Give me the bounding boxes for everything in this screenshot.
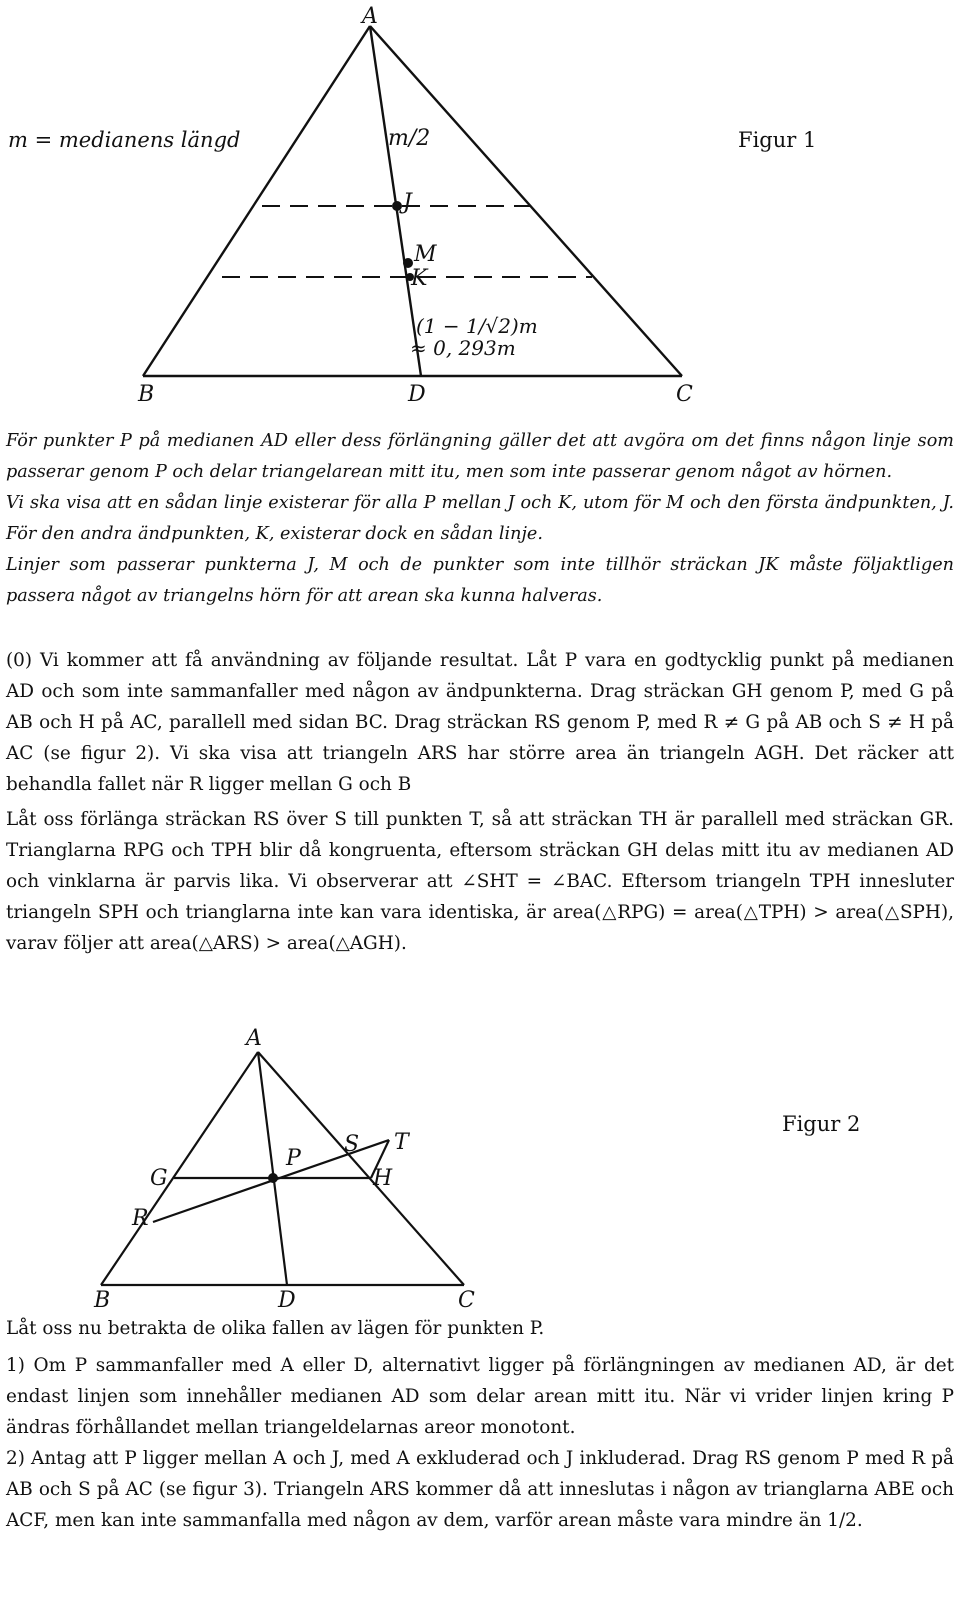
- fig2-median-ad: [258, 1052, 287, 1285]
- intro-italic-text: [6, 426, 954, 612]
- figure-1-diagram: [0, 0, 960, 430]
- point-j: [392, 201, 402, 211]
- fig1-label-dist2: ≈ 0, 293m: [410, 336, 516, 360]
- intro-paragraph-1: För punkter P på medianen AD eller dess förlängning gäller det att avgöra om det finns någon linje som passerar genom P och delar triangelarean mitt itu, men som inte passerar genom något av hörnen.: [6, 431, 954, 482]
- fig2-label-h: H: [373, 1166, 393, 1191]
- fig2-caption: Figur 2: [782, 1112, 861, 1136]
- fig1-label-b: B: [138, 382, 155, 407]
- fig2-point-p: [268, 1173, 278, 1183]
- fig1-label-half-m: m/2: [388, 126, 431, 151]
- lemma-paragraph-1: (0) Vi kommer att få användning av följande resultat. Låt P vara en godtycklig punkt på medianen AD och som inte sammanfaller med någon av ändpunkterna. Drag sträckan GH genom P, med G på AB och H på AC, parallell med sidan BC. Drag sträckan RS genom P, med R ≠ G på AB och S ≠ H på AC (se figur 2). Vi ska visa att triangeln ARS har större area än triangeln AGH. Det räcker att behandla fallet när R ligger mellan G och B: [6, 650, 954, 795]
- fig2-label-d: D: [278, 1288, 296, 1313]
- fig1-label-dist1: (1 − 1/√2)m: [416, 314, 538, 338]
- fig2-label-b: B: [94, 1288, 111, 1313]
- fig2-label-r: R: [132, 1206, 149, 1231]
- fig2-side-ab: [101, 1052, 258, 1285]
- fig2-label-c: C: [458, 1288, 475, 1313]
- fig2-label-g: G: [150, 1166, 168, 1191]
- cases-paragraph-2: 2) Antag att P ligger mellan A och J, med A exkluderad och J inkluderad. Drag RS genom P med R på AB och S på AC (se figur 3). Triangeln ARS kommer då att inneslutas i någon av trianglarna ABE och ACF, men kan inte sammanfalla med någon av dem, varför arean måste vara mindre än 1/2.: [6, 1448, 954, 1531]
- fig1-label-k: K: [411, 266, 428, 291]
- fig1-label-d: D: [408, 382, 426, 407]
- fig1-legend: m = medianens längd: [8, 128, 241, 152]
- fig1-label-c: C: [676, 382, 693, 407]
- fig1-label-j: J: [403, 190, 412, 215]
- fig2-label-p: P: [286, 1146, 301, 1171]
- intro-paragraph-2: Vi ska visa att en sådan linje existerar för alla P mellan J och K, utom för M och den första ändpunkten, J. För den andra ändpunkten, K, existerar dock en sådan linje.: [6, 493, 954, 544]
- cases-paragraph-intro: Låt oss nu betrakta de olika fallen av lägen för punkten P.: [6, 1318, 545, 1339]
- side-ab: [143, 26, 370, 376]
- lemma-text: [6, 645, 954, 959]
- cases-paragraph-1: 1) Om P sammanfaller med A eller D, alternativt ligger på förlängningen av medianen AD, är det endast linjen som innehåller medianen AD som delar arean mitt itu. När vi vrider linjen kring P ändras förhållandet mellan triangeldelarnas areor monotont.: [6, 1355, 954, 1438]
- fig2-label-t: T: [394, 1130, 409, 1155]
- lemma-paragraph-2: Låt oss förlänga sträckan RS över S till punkten T, så att sträckan TH är parallell med sträckan GR. Trianglarna RPG och TPH blir då kongruenta, eftersom sträckan GH delas mitt itu av medianen AD och vinklarna är parvis lika. Vi observerar att ∠SHT = ∠BAC. Eftersom triangeln TPH innesluter triangeln SPH och trianglarna inte kan vara identiska, är area(△RPG) = area(△TPH) > area(△SPH), varav följer att area(△ARS) > area(△AGH).: [6, 809, 954, 954]
- intro-paragraph-3: Linjer som passerar punkterna J, M och de punkter som inte tillhör sträckan JK måste följaktligen passera något av triangelns hörn för att arean ska kunna halveras.: [6, 555, 954, 606]
- median-ad: [370, 26, 421, 376]
- cases-text: [6, 1313, 954, 1536]
- fig2-label-a: A: [246, 1026, 262, 1051]
- fig1-label-a: A: [362, 4, 378, 29]
- fig1-label-m: M: [414, 242, 437, 267]
- fig1-caption: Figur 1: [738, 128, 817, 152]
- fig2-label-s: S: [344, 1132, 360, 1157]
